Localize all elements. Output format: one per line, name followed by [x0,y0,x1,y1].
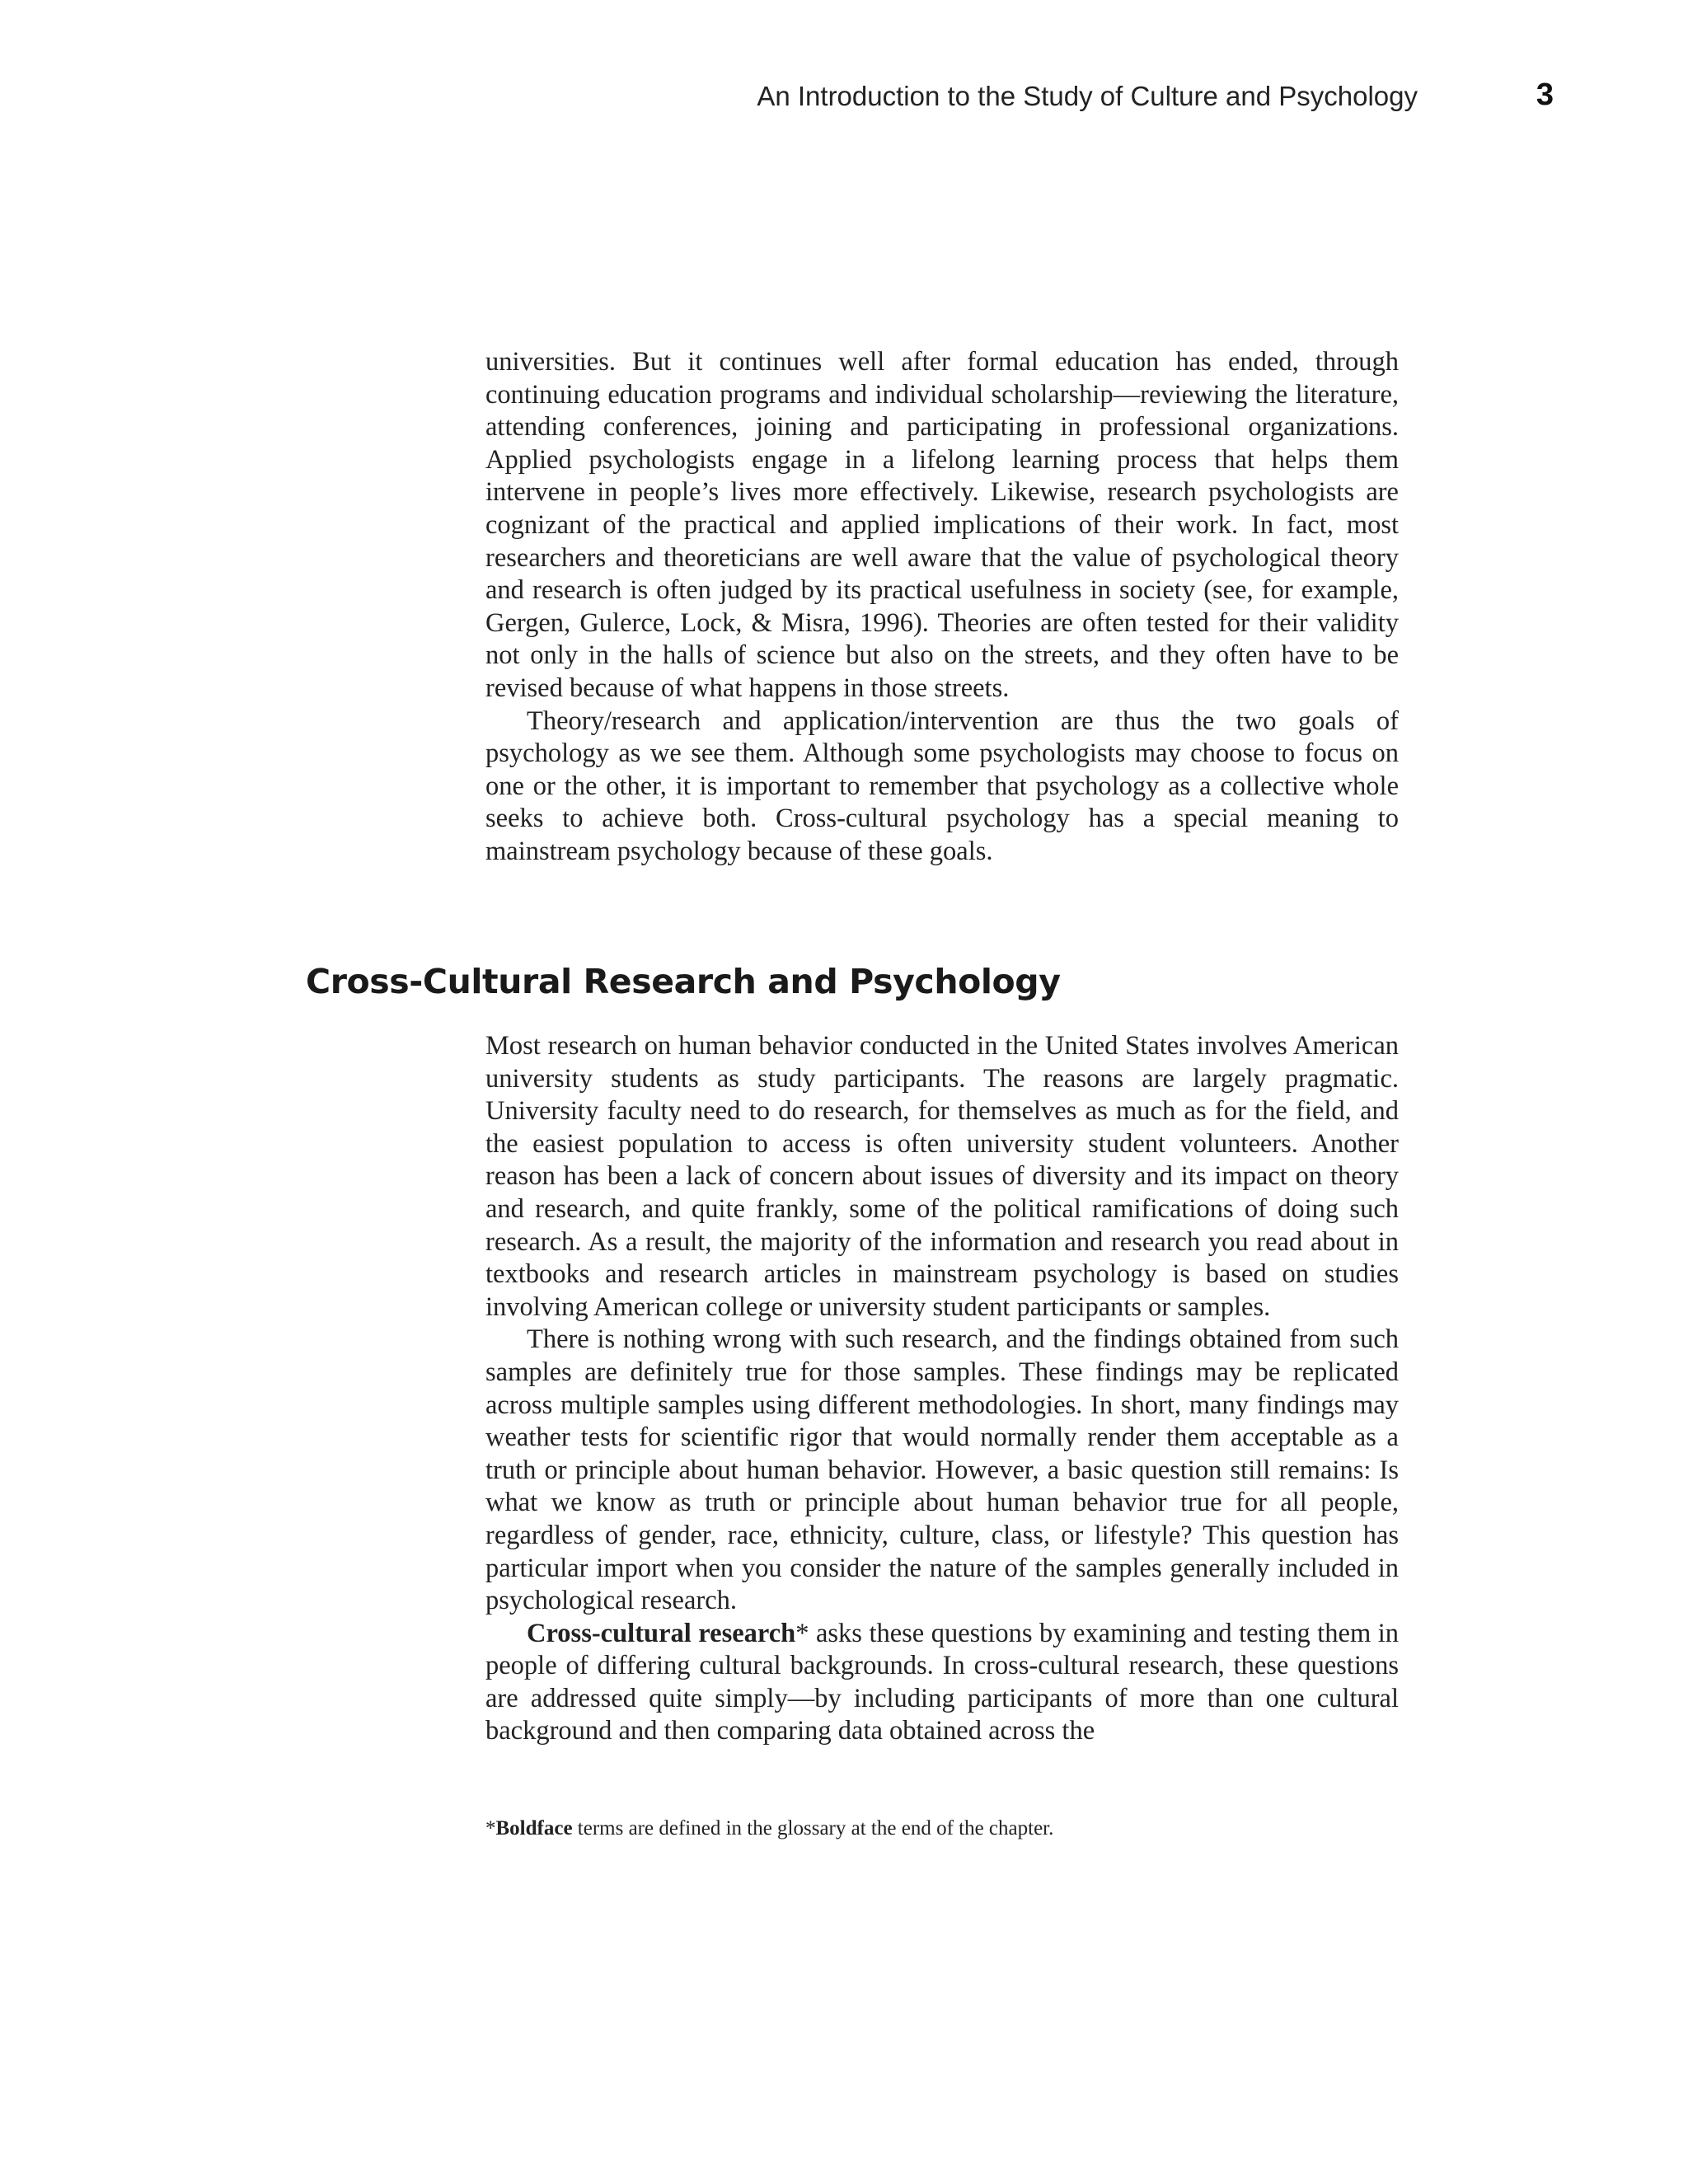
footnote-text: terms are defined in the glossary at the end of the chapter. [572,1817,1054,1840]
body-text-section [485,1030,1399,1748]
paragraph: universities. But it continues well after formal education has ended, through continuing education programs and individual scholarship—reviewing the literature, attending conferences, joining and participating in professional organizations. Applied psychologists engage in a lifelong learning process that helps them intervene in people’s lives more effectively. Likewise, research psychologists are cognizant of the practical and applied implications of their work. In fact, most researchers and theoreticians are well aware that the value of psychological theory and research is often judged by its practical usefulness in society (see, for example, Gergen, Gulerce, Lock, & Misra, 1996). Theories are often tested for their validity not only in the halls of science but also on the streets, and they often have to be revised because of what happens in those streets. [485,347,1399,703]
footnote [485,1817,1053,1840]
section-heading: Cross-Cultural Research and Psychology [306,962,1061,1001]
glossary-term: Cross-cultural research [527,1618,796,1648]
paragraph-text: asks these questions by examining and testing them in people of differing cultural backgrounds. In cross-cultural research, these questions are addressed quite simply—by including participants of more than one cultural background and then comparing data obtained across the [485,1618,1399,1746]
paragraph: Theory/research and application/intervention are thus the two goals of psychology as we see them. Although some psychologists may choose to focus on one or the other, it is important to remember that psychology as a collective whole seeks to achieve both. Cross-cultural psychology has a special meaning to mainstream psychology because of these goals. [485,705,1399,866]
paragraph: There is nothing wrong with such research, and the findings obtained from such samples are definitely true for those samples. These findings may be replicated across multiple samples using different methodologies. In short, many findings may weather tests for scientific rigor that would normally render them acceptable as a truth or principle about human behavior. However, a basic question still remains: Is what we know as truth or principle about human behavior true for all people, regardless of gender, race, ethnicity, culture, class, or lifestyle? This question has particular import when you consider the nature of the samples generally included in psychological research. [485,1324,1399,1616]
footnote-bold-word: Boldface [495,1817,573,1840]
paragraph: Most research on human behavior conducted in the United States involves American university students as study participants. The reasons are largely pragmatic. University faculty need to do research, for themselves as much as for the field, and the easiest population to access is often university student volunteers. Another reason has been a lack of concern about issues of diversity and its impact on theory and research, and quite frankly, some of the political ramifications of doing such research. As a result, the majority of the information and research you read about in textbooks and research articles in mainstream psychology is based on studies involving American college or university student participants or samples. [485,1031,1399,1322]
body-text-top [485,346,1399,869]
paragraph-with-term [485,1618,1399,1748]
footnote-marker: * [795,1618,809,1648]
running-head-title: An Introduction to the Study of Culture and Psychology [757,81,1418,111]
page-number: 3 [1536,77,1554,112]
footnote-marker: * [485,1817,496,1840]
